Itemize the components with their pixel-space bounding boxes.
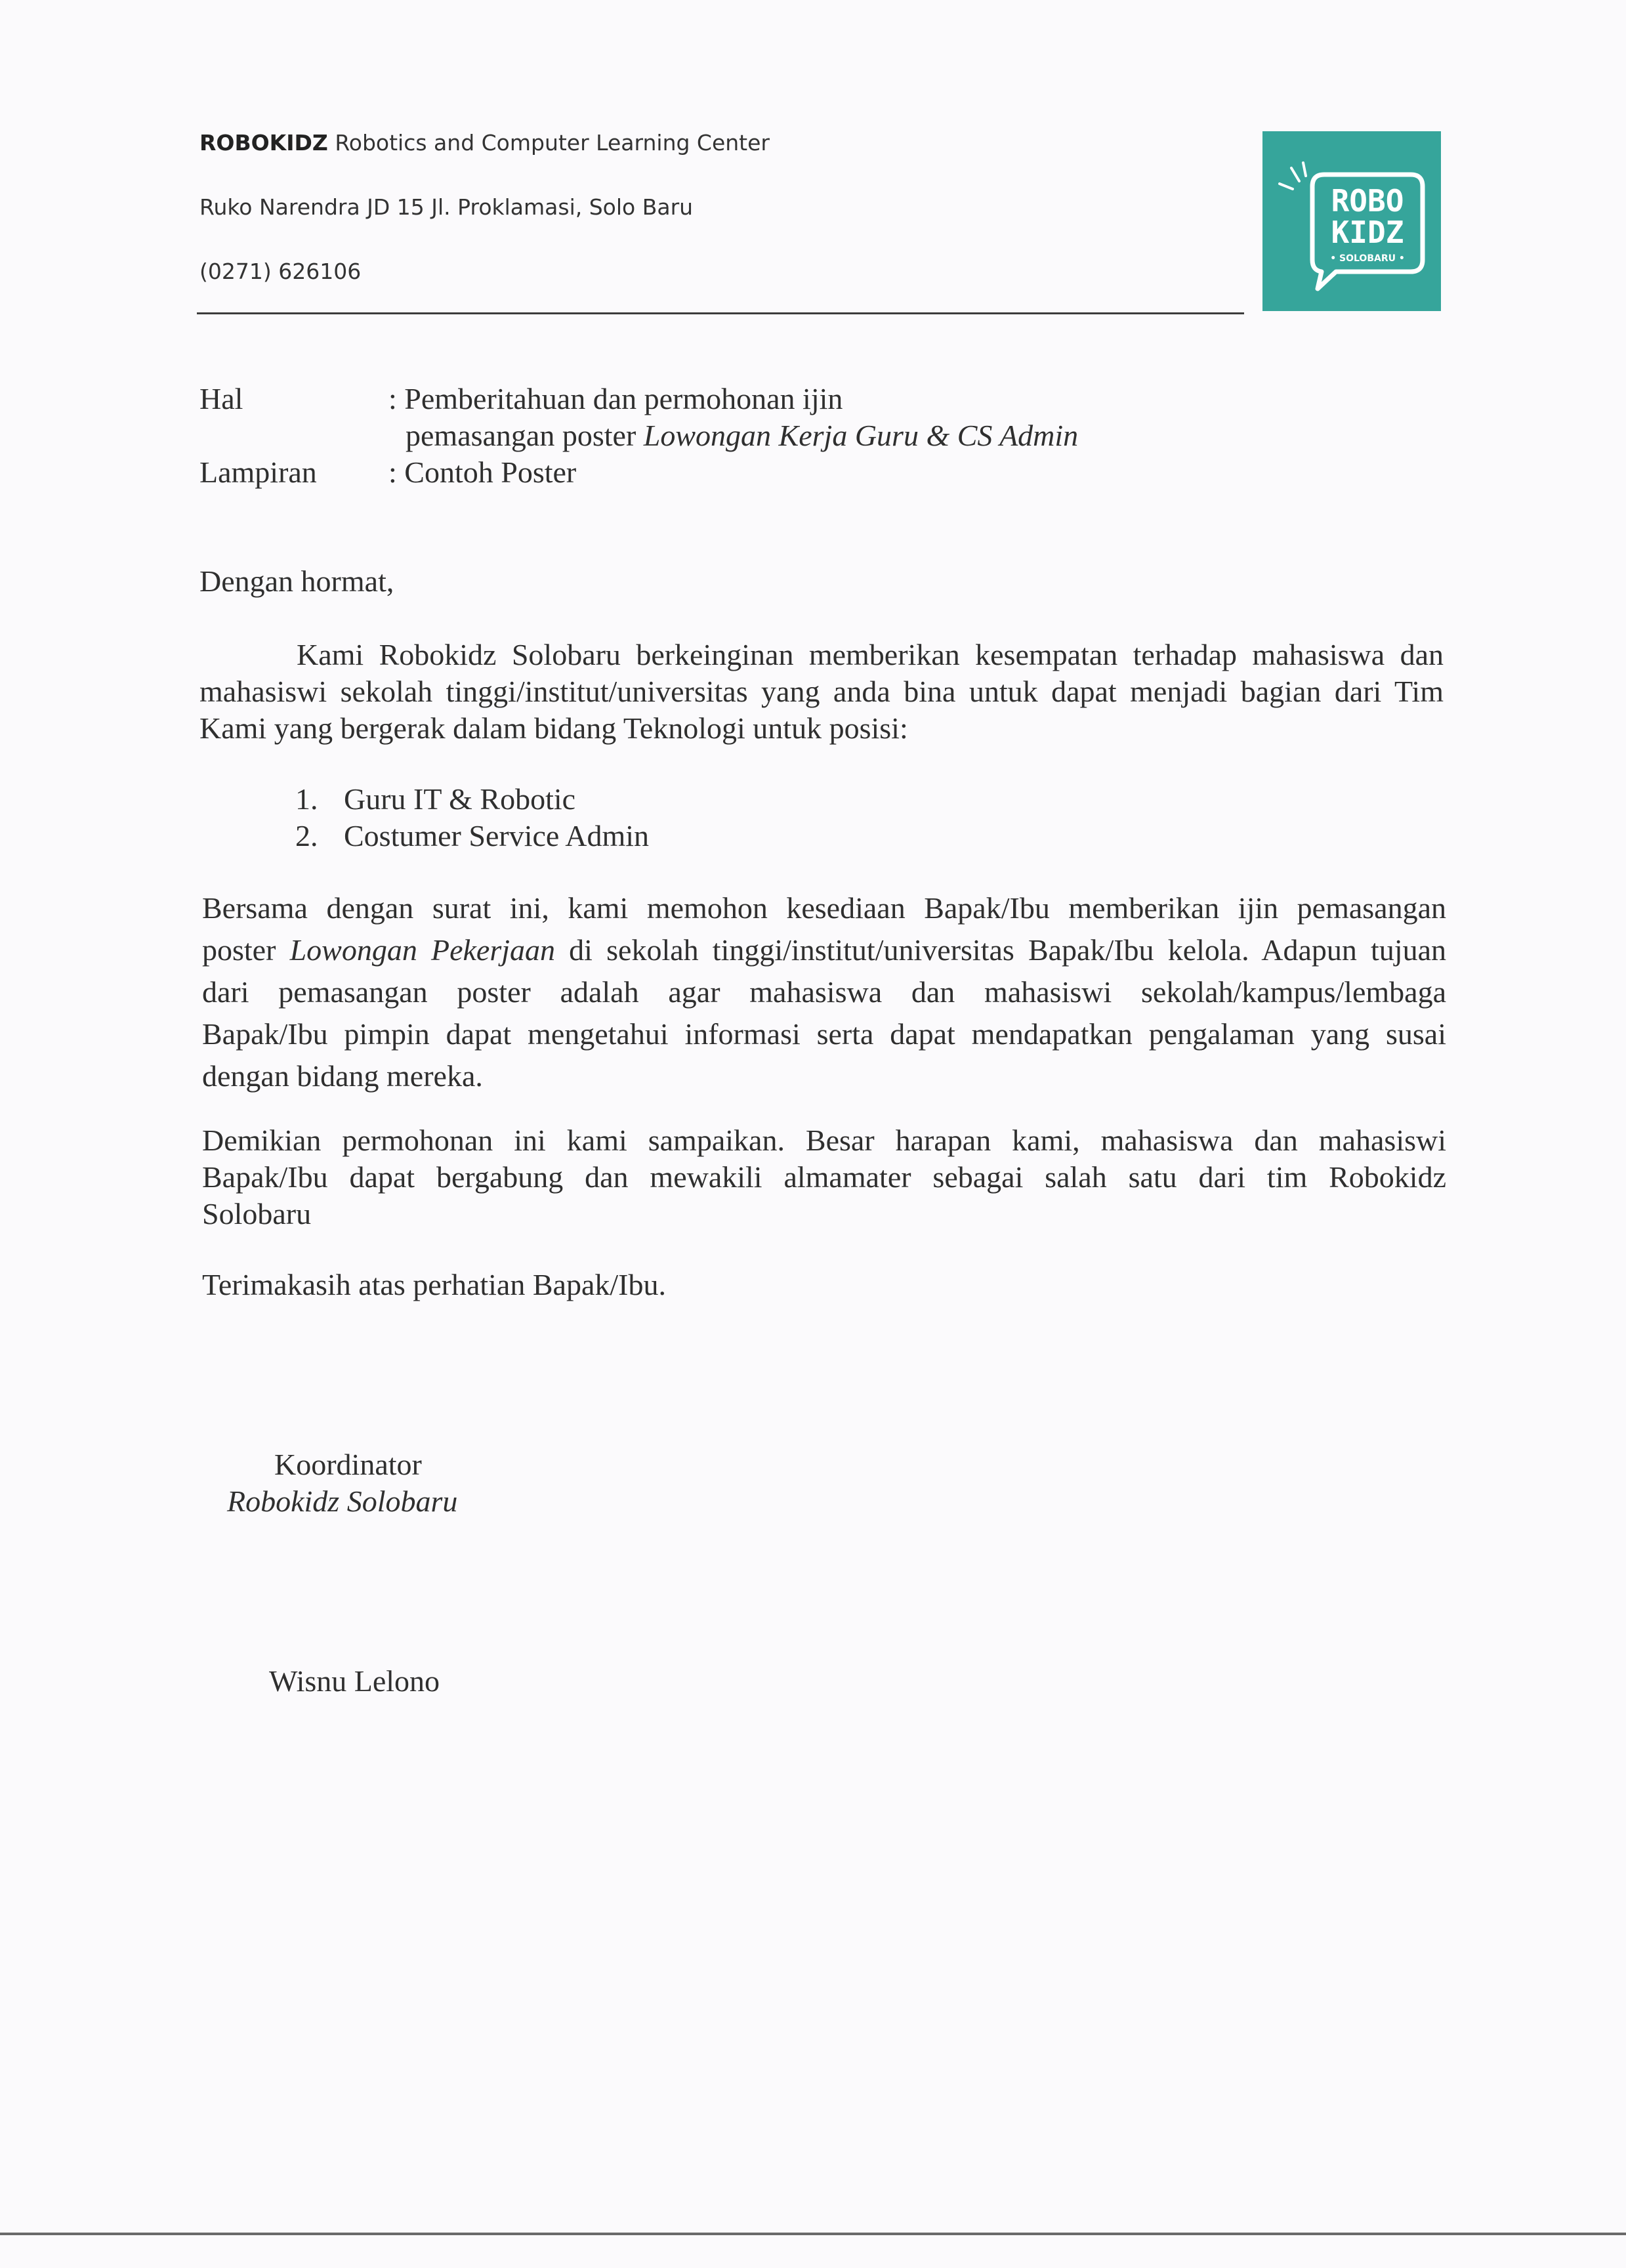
para2-line2-prefix: poster: [202, 933, 290, 967]
robokidz-logo: [1262, 131, 1441, 311]
greeting: Dengan hormat,: [199, 564, 394, 598]
lampiran-label: Lampiran: [199, 455, 317, 489]
page-bottom-edge: [0, 2233, 1626, 2235]
para1-line2: mahasiswi sekolah tinggi/institut/universitas yang anda bina untuk dapat menjadi bagian dari Tim: [199, 675, 1444, 708]
hal-value-line2: [406, 417, 1078, 454]
position-2-label: Costumer Service Admin: [344, 819, 650, 852]
position-1-num: 1.: [295, 782, 318, 816]
para2-line3: dari pemasangan poster adalah agar mahasiswa dan mahasiswi sekolah/kampus/lembaga: [202, 975, 1446, 1009]
para2-line2-italic: Lowongan Pekerjaan: [289, 933, 556, 967]
logo-line1: ROBO: [1331, 183, 1404, 219]
para2-line2-suffix: di sekolah tinggi/institut/universitas Bapak/Ibu kelola. Adapun tujuan: [555, 933, 1446, 967]
para1-line1: Kami Robokidz Solobaru berkeinginan memberikan kesempatan terhadap mahasiswa dan: [297, 638, 1444, 671]
lampiran-value: : Contoh Poster: [388, 455, 577, 489]
position-1-label: Guru IT & Robotic: [344, 782, 576, 816]
closing: Terimakasih atas perhatian Bapak/Ibu.: [202, 1268, 666, 1301]
logo-graphic: [1262, 131, 1441, 311]
hal-label: Hal: [199, 382, 243, 415]
signature-title: Koordinator: [274, 1448, 422, 1481]
header-divider: [197, 312, 1244, 314]
org-brand: ROBOKIDZ: [199, 130, 328, 156]
org-name: [199, 130, 770, 156]
logo-line3: • SOLOBARU •: [1330, 253, 1405, 264]
para2-line4: Bapak/Ibu pimpin dapat mengetahui informasi serta dapat mendapatkan pengalaman yang susai: [202, 1017, 1446, 1051]
logo-line2: KIDZ: [1331, 215, 1404, 250]
para2-line5: dengan bidang mereka.: [202, 1059, 483, 1093]
hal-value-italic: Lowongan Kerja Guru & CS Admin: [643, 419, 1079, 452]
para2-line1: Bersama dengan surat ini, kami memohon kesediaan Bapak/Ibu memberikan ijin pemasangan: [202, 891, 1446, 925]
para1-line3: Kami yang bergerak dalam bidang Teknologi untuk posisi:: [199, 711, 908, 745]
hal-value-line1: : Pemberitahuan dan permohonan ijin: [388, 382, 843, 415]
para3-line1: Demikian permohonan ini kami sampaikan. Besar harapan kami, mahasiswa dan mahasiswi: [202, 1124, 1446, 1157]
position-2-num: 2.: [295, 819, 318, 852]
org-phone: (0271) 626106: [199, 259, 362, 284]
para3-line3: Solobaru: [202, 1197, 312, 1230]
para2-line2: [202, 932, 1446, 969]
org-tagline: Robotics and Computer Learning Center: [335, 130, 770, 156]
para3-line2: Bapak/Ibu dapat bergabung dan mewakili almamater sebagai salah satu dari tim Robokidz: [202, 1160, 1446, 1194]
signature-org: Robokidz Solobaru: [227, 1484, 458, 1518]
hal-value-prefix: pemasangan poster: [406, 419, 644, 452]
signature-name: Wisnu Lelono: [269, 1664, 440, 1698]
org-address: Ruko Narendra JD 15 Jl. Proklamasi, Solo Baru: [199, 194, 694, 220]
